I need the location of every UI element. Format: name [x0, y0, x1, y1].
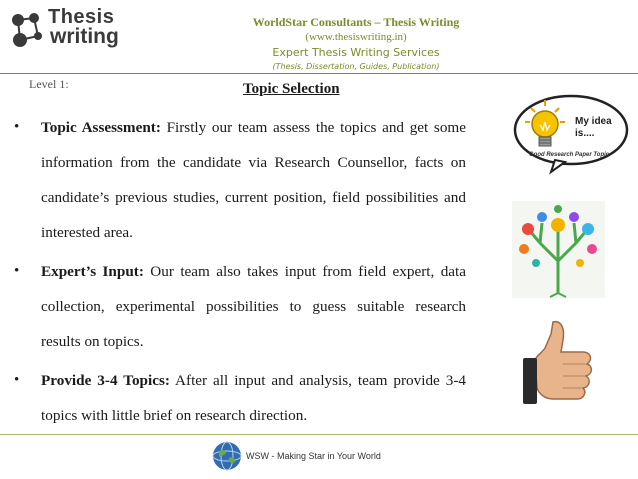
footer-divider: [0, 434, 638, 435]
header-divider: [0, 73, 638, 74]
bullet-icon: •: [14, 119, 20, 135]
company-name: WorldStar Consultants – Thesis Writing: [252, 15, 460, 29]
bullet-list: [14, 110, 466, 437]
logo-line1: Thesis: [48, 6, 115, 28]
thumbs-up-icon: [523, 318, 596, 408]
thesis-writing-logo: [8, 8, 128, 50]
bullet-icon: •: [14, 263, 20, 279]
bubble-line2: is....: [575, 128, 595, 139]
bullet-icon: •: [14, 372, 20, 388]
bullet-item: [14, 254, 466, 359]
bulb-caption: Good Research Paper Topic: [529, 152, 610, 158]
footer: [212, 440, 381, 472]
bullet-item: [14, 363, 466, 433]
bullet-label: Provide 3-4 Topics:: [41, 372, 170, 389]
bullet-text: Our team also takes input from field expert, data collection, experimental possibilities to guess suitable research results on topics.: [41, 263, 466, 350]
globe-icon: [212, 441, 242, 471]
people-network-icon: [8, 10, 48, 52]
bullet-item: [14, 110, 466, 250]
slide-title: Topic Selection: [243, 81, 340, 97]
website-link[interactable]: (www.thesiswriting.in): [305, 31, 407, 43]
header: [222, 14, 490, 73]
bullet-label: Expert’s Input:: [41, 263, 144, 280]
service-subline: (Thesis, Dissertation, Guides, Publication): [272, 62, 440, 71]
bubble-line1: My idea: [575, 116, 612, 127]
service-title: Expert Thesis Writing Services: [272, 46, 440, 59]
idea-bulb-illustration: [511, 92, 629, 178]
level-label: Level 1:: [29, 77, 69, 91]
logo-line2: writing: [50, 25, 119, 48]
idea-tree-illustration: [512, 201, 605, 298]
bullet-label: Topic Assessment:: [41, 119, 161, 136]
bullet-text: After all input and analysis, team provide 3-4 topics with little brief on research direction.: [41, 372, 467, 424]
bullet-text: Firstly our team assess the topics and get some information from the candidate via Research Counsellor, facts on candidate’s previous studies, current position, field possibilities and interested area.: [41, 119, 466, 241]
footer-tagline: WSW - Making Star in Your World: [246, 451, 381, 461]
